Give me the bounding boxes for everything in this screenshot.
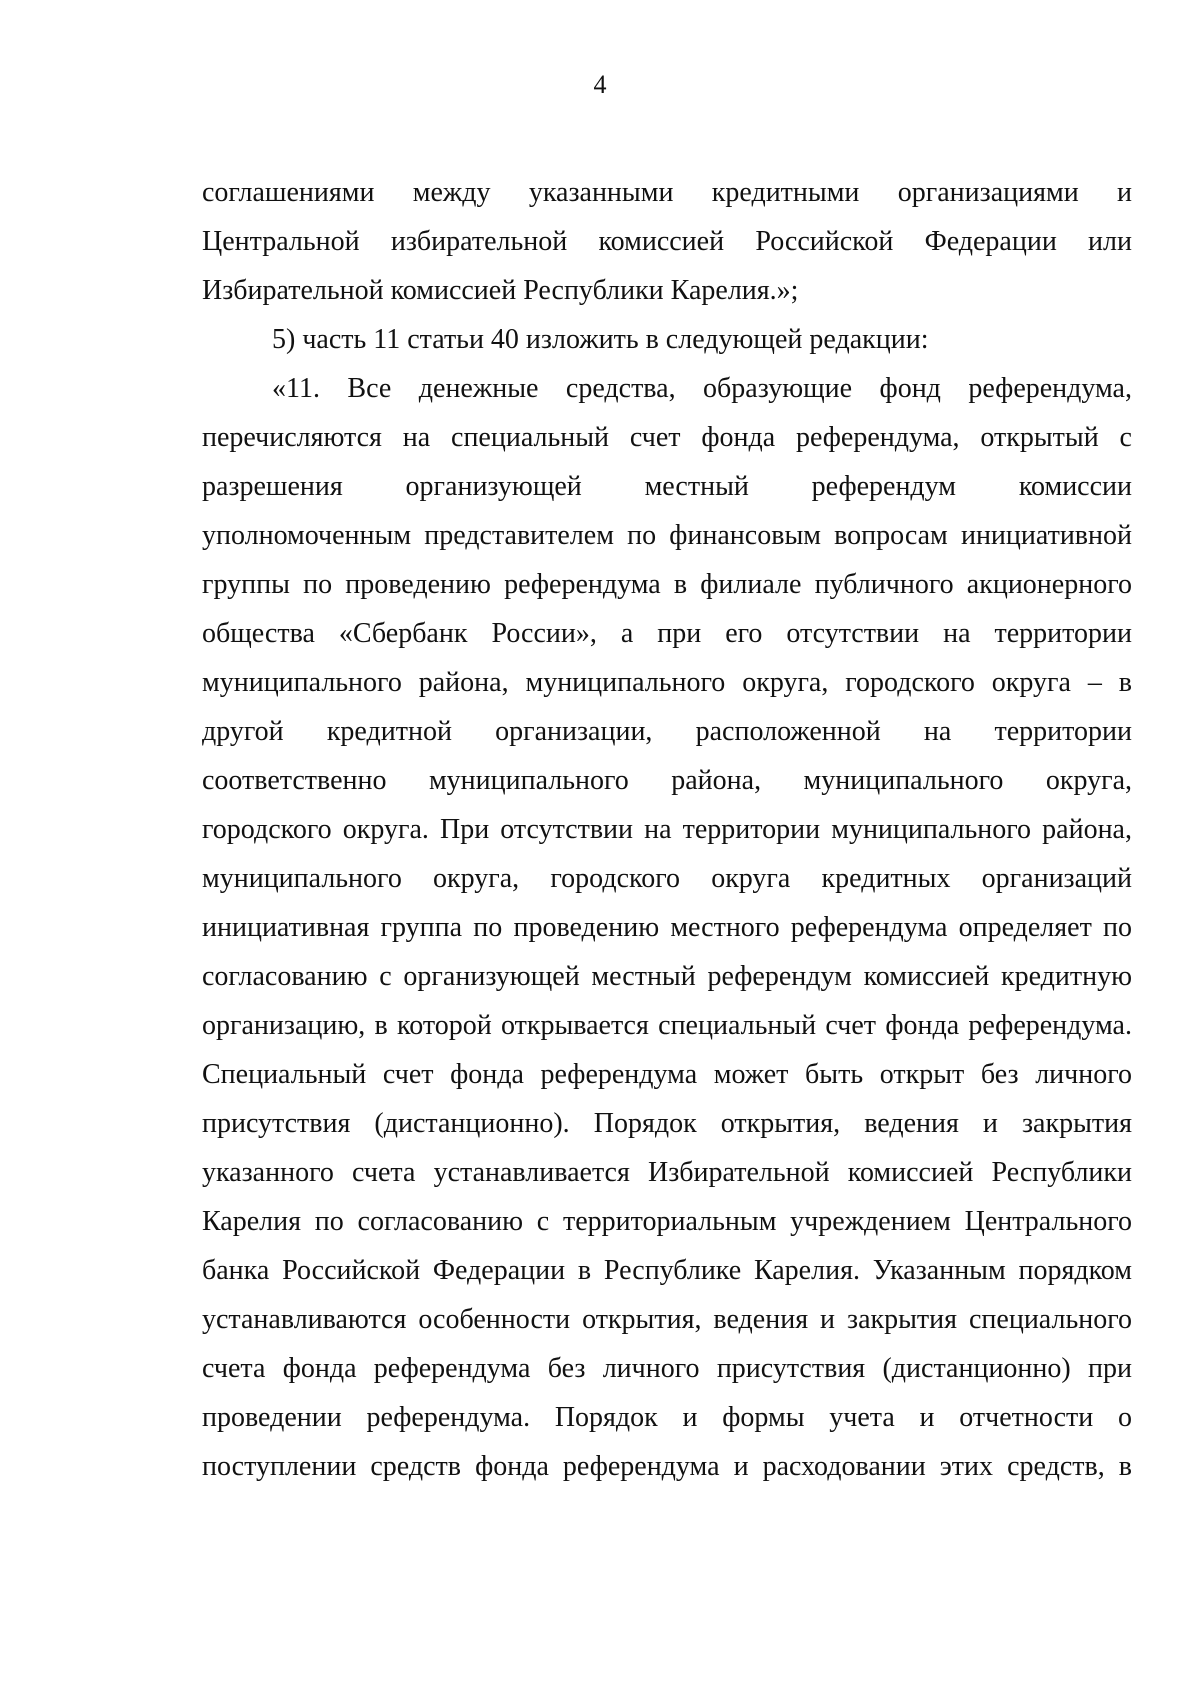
- text-line: согласованию с организующей местный референдум комиссией кредитную: [202, 961, 1132, 992]
- text-line: Карелия по согласованию с территориальным учреждением Центрального: [202, 1206, 1132, 1237]
- text-line: соответственно муниципального района, муниципального округа,: [202, 765, 1132, 796]
- page-number: 4: [593, 70, 607, 99]
- text-line: Избирательной комиссией Республики Карелия.»;: [202, 275, 799, 306]
- text-line: присутствия (дистанционно). Порядок открытия, ведения и закрытия: [202, 1108, 1132, 1139]
- text-line: банка Российской Федерации в Республике Карелия. Указанным порядком: [202, 1255, 1132, 1286]
- text-line: Специальный счет фонда референдума может быть открыт без личного: [202, 1059, 1132, 1090]
- text-line: счета фонда референдума без личного присутствия (дистанционно) при: [202, 1353, 1132, 1384]
- text-line: организацию, в которой открывается специальный счет фонда референдума.: [202, 1010, 1132, 1041]
- text-line: разрешения организующей местный референдум комиссии: [202, 471, 1132, 502]
- text-line: другой кредитной организации, расположенной на территории: [202, 716, 1132, 747]
- text-line: устанавливаются особенности открытия, ведения и закрытия специального: [202, 1304, 1132, 1335]
- text-line: уполномоченным представителем по финансовым вопросам инициативной: [202, 520, 1132, 551]
- text-line: городского округа. При отсутствии на территории муниципального района,: [202, 814, 1132, 845]
- text-line: поступлении средств фонда референдума и расходовании этих средств, в: [202, 1451, 1132, 1482]
- text-line: «11. Все денежные средства, образующие фонд референдума,: [272, 373, 1132, 404]
- text-line: общества «Сбербанк России», а при его отсутствии на территории: [202, 618, 1132, 649]
- text-line: муниципального округа, городского округа кредитных организаций: [202, 863, 1132, 894]
- text-line: муниципального района, муниципального округа, городского округа – в: [202, 667, 1132, 698]
- document-body: [202, 168, 1132, 1491]
- text-line: группы по проведению референдума в филиале публичного акционерного: [202, 569, 1132, 600]
- text-line: инициативная группа по проведению местного референдума определяет по: [202, 912, 1132, 943]
- text-line: Центральной избирательной комиссией Российской Федерации или: [202, 226, 1132, 257]
- text-line: 5) часть 11 статьи 40 изложить в следующей редакции:: [272, 324, 929, 355]
- text-line: указанного счета устанавливается Избирательной комиссией Республики: [202, 1157, 1132, 1188]
- text-line: соглашениями между указанными кредитными организациями и: [202, 177, 1132, 208]
- text-line: проведении референдума. Порядок и формы учета и отчетности о: [202, 1402, 1132, 1433]
- text-line: перечисляются на специальный счет фонда референдума, открытый с: [202, 422, 1132, 453]
